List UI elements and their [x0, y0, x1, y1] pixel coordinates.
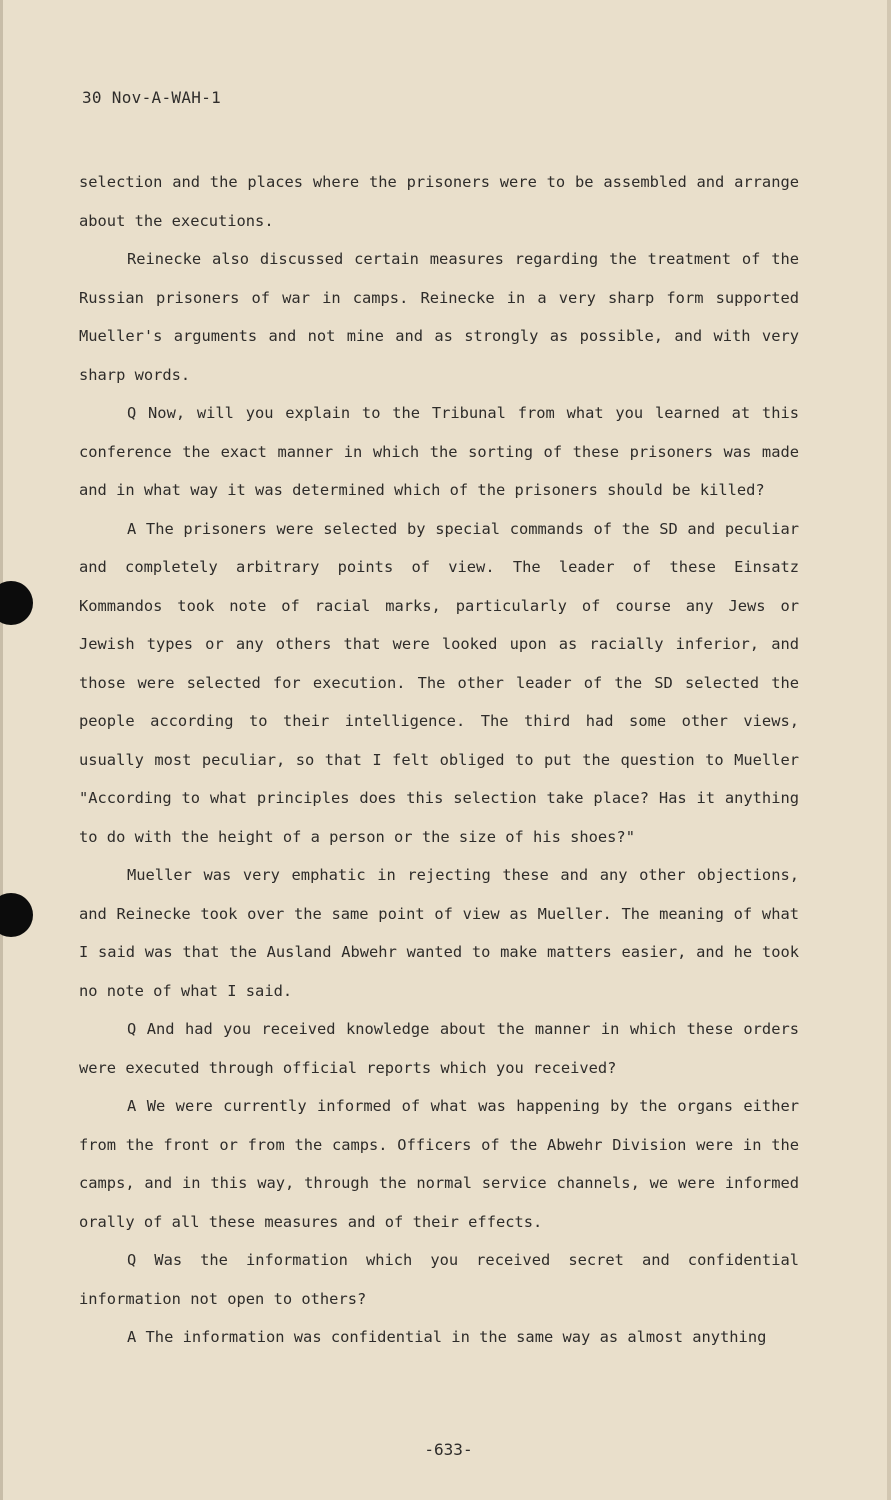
punch-hole-icon	[0, 893, 33, 937]
transcript-body	[79, 163, 799, 1357]
paragraph: Mueller was very emphatic in rejecting these and any other objections, and Reinecke took over the same point of view as Mueller. The meaning of what I said was that the Ausland Abwehr wanted to make matters easier, and he took no note of what I said.	[79, 866, 799, 1000]
page-number: -633-	[424, 1440, 473, 1459]
paragraph: Q And had you received knowledge about the manner in which these orders were executed through official reports which you received?	[79, 1020, 799, 1077]
paragraph: A The prisoners were selected by special commands of the SD and peculiar and completely arbitrary points of view. The leader of these Einsatz Kommandos took note of racial marks, particularly of course any Jews or Jewish types or any others that were looked upon as racially inferior, and those were selected for execution. The other leader of the SD selected the people according to their intelligence. The third had some other views, usually most peculiar, so that I felt obliged to put the question to Mueller "According to what principles does this selection take place? Has it anything to do with the height of a person or the size of his shoes?"	[79, 519, 799, 846]
paragraph: Q Was the information which you received secret and confidential information not open to others?	[79, 1251, 799, 1308]
punch-hole-icon	[0, 581, 33, 625]
paragraph: A We were currently informed of what was happening by the organs either from the front or from the camps. Officers of the Abwehr Division were in the camps, and in this way, through the normal service channels, we were informed orally of all these measures and of their effects.	[79, 1097, 799, 1231]
paragraph: Q Now, will you explain to the Tribunal from what you learned at this conference the exact manner in which the sorting of these prisoners was made and in what way it was determined which of the prisoners should be killed?	[79, 404, 799, 499]
paragraph: selection and the places where the prisoners were to be assembled and arrange about the executions.	[79, 173, 799, 230]
document-id: 30 Nov-A-WAH-1	[82, 88, 222, 107]
paragraph: A The information was confidential in the same way as almost anything	[127, 1328, 767, 1346]
paragraph: Reinecke also discussed certain measures regarding the treatment of the Russian prisoners of war in camps. Reinecke in a very sharp form supported Mueller's arguments and not mine and as strongly as possible, and with very sharp words.	[79, 250, 799, 384]
